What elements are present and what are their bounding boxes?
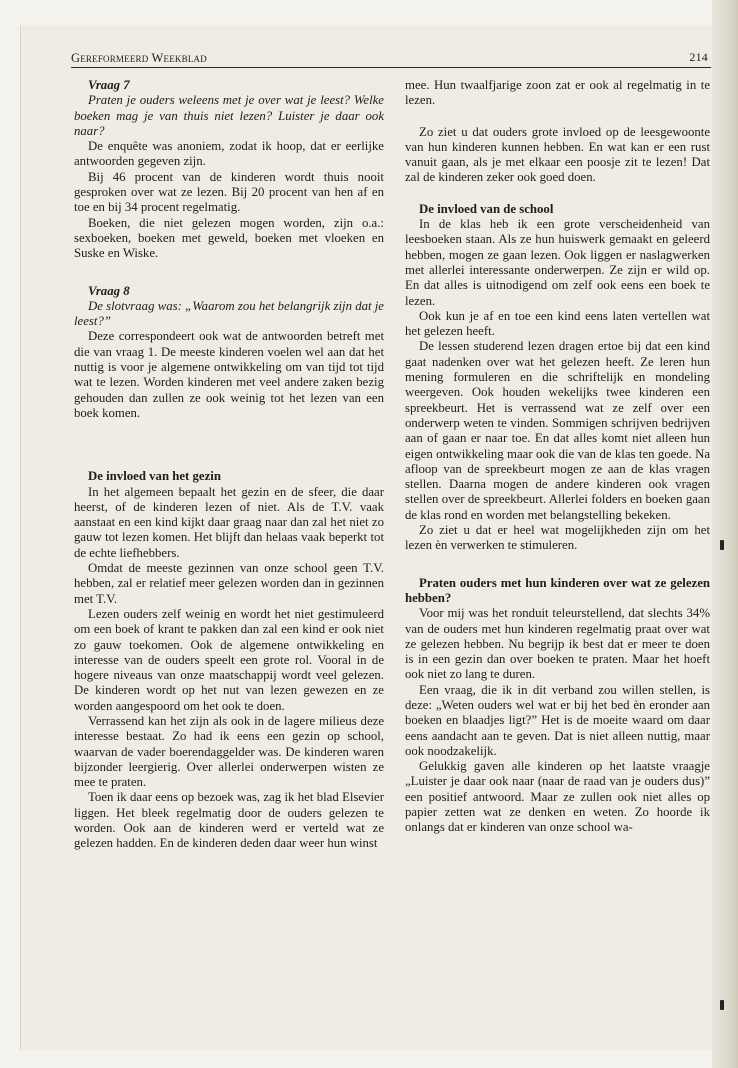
paragraph: Zo ziet u dat ouders grote invloed op de leesgewoonte van hun kinderen kunnen hebben. En wat kan er een rust vanuit gaan, als je met elkaar een poosje zit te lezen! Dat zal de kinderen zeker ook goed doen.: [405, 124, 710, 185]
paragraph: Boeken, die niet gelezen mogen worden, zijn o.a.: sexboeken, boeken met geweld, boeken met vloeken en Suske en Wiske.: [74, 215, 384, 261]
paragraph: Omdat de meeste gezinnen van onze school geen T.V. hebben, zal er relatief meer gelezen worden dan in gezinnen met T.V.: [74, 561, 384, 606]
paragraph: Toen ik daar eens op bezoek was, zag ik het blad Elsevier liggen. Het bleek regelmatig door de ouders gelezen te worden. Ook aan de kinderen werd er verteld wat ze gelezen hadden. En de kinderen deden daar weer hun winst: [74, 790, 384, 851]
question-7-text: Praten je ouders weleens met je over wat je leest? Welke boeken mag je van thuis niet lezen? Luister je daar ook naar?: [74, 93, 384, 138]
question-7-heading: Vraag 7: [88, 78, 130, 92]
paragraph: Gelukkig gaven alle kinderen op het laatste vraagje „Luister je daar ook naar (naar de raad van je ouders dus)” een positief antwoord. Maar ze zullen ook niet alles op papier zetten wat ze denken en weten. Zo hoorde ik onlangs dat er kinderen van onze school wa-: [405, 759, 710, 835]
publication-title: Gereformeerd Weekblad: [71, 51, 207, 65]
paragraph: In het algemeen bepaalt het gezin en de sfeer, die daar heerst, of de kinderen lezen of niet. Als de T.V. vaak aanstaat en een kind kijkt daar graag naar dan zal het niet zo gauw tot lezen komen. Het blijft dan helaas vaak beperkt tot de echte liefhebbers.: [74, 484, 384, 560]
paragraph: Deze correspondeert ook wat de antwoorden betreft met die van vraag 1. De meeste kinderen voelen wel aan dat het nuttig is voor je algemene ontwikkeling om van tijd tot tijd wat te lezen. Worden kinderen met veel andere zaken bezig gehouden dan zullen ze ook weinig tot het lezen van een boek komen.: [74, 329, 384, 420]
paragraph: mee. Hun twaalfjarige zoon zat er ook al regelmatig in te lezen.: [405, 78, 710, 108]
page-header: [71, 49, 711, 68]
right-column: [405, 78, 710, 836]
left-column: [74, 78, 384, 852]
page-number: 214: [689, 50, 708, 64]
paragraph: Verrassend kan het zijn als ook in de lagere milieus deze interesse bestaat. Zo had ik eens een gezin op school, waarvan de vader boerendaggelder was. De kinderen waren bijzonder leergierig. Over allerlei onderwerpen wisten ze mee te praten.: [74, 713, 384, 790]
section-heading-gezin: De invloed van het gezin: [88, 469, 221, 484]
binding-mark: [720, 540, 724, 550]
paragraph: Lezen ouders zelf weinig en wordt het niet gestimuleerd om een boek of krant te pakken dan zal een kind er ook niet zo gauw toekomen. Ook de algemene ontwikkeling en interesse van de ouders speelt een grote rol. Vooral in de hogere niveaus van onze maatschappij wordt veel gelezen. De kinderen wordt op het nut van lezen gewezen en ze worden aangespoord om het ook te doen.: [74, 606, 384, 713]
paragraph: Ook kun je af en toe een kind eens laten vertellen wat het gelezen heeft.: [405, 308, 710, 339]
section-heading-school: De invloed van de school: [419, 201, 554, 216]
paragraph: In de klas heb ik een grote verscheidenheid van leesboeken staan. Als ze hun huiswerk gemaakt en geleerd hebben, mogen ze gaan lezen. Ook liggen er naslagwerken met allerlei interessante onderwerpen. Ze zijn er wild op. En dat alles is uitnodigend om zelf ook eens een boek te lezen.: [405, 217, 710, 308]
page-edge: [712, 0, 738, 1068]
paragraph: Voor mij was het ronduit teleurstellend, dat slechts 34% van de ouders met hun kinderen regelmatig praat over wat ze gelezen hebben. Nu begrijp ik best dat er meer te doen is in een gezin dan over boeken te praten. Maar het hoeft ook niet zo lang te duren.: [405, 606, 710, 682]
question-8-heading: Vraag 8: [88, 283, 130, 298]
paragraph: Zo ziet u dat er heel wat mogelijkheden zijn om het lezen èn verwerken te stimuleren.: [405, 523, 710, 553]
binding-mark: [720, 1000, 724, 1010]
paragraph: Een vraag, die ik in dit verband zou willen stellen, is deze: „Weten ouders wel wat er bij het bed èn eronder aan boeken en blaadjes ligt?” Het is de moeite waard om daar eens aandacht aan te geven. Dat is niet alleen nuttig, maar ook noodzakelijk.: [405, 682, 710, 758]
paragraph: Bij 46 procent van de kinderen wordt thuis nooit gesproken over wat ze lezen. Bij 20 procent van hen af en toe en bij 34 procent regelmatig.: [74, 169, 384, 215]
paragraph: De enquête was anoniem, zodat ik hoop, dat er eerlijke antwoorden gegeven zijn.: [74, 139, 384, 169]
question-8-text: De slotvraag was: „Waarom zou het belangrijk zijn dat je leest?”: [74, 298, 384, 329]
section-heading-praten: Praten ouders met hun kinderen over wat ze gelezen hebben?: [405, 575, 710, 605]
paragraph: De lessen studerend lezen dragen ertoe bij dat een kind gaat nadenken over wat het gelezen heeft. Ze leren hun mening formuleren en die schriftelijk en mondeling weergeven. Ook houden wekelijks twee kinderen een spreekbeurt. Het is verrassend wat ze zelf over een onderwerp weten te vinden. Sommigen schrijven bedrijven aan of gaan er naar toe. En dat alles komt niet alleen hun eigen ontwikkeling maar ook die van de klas ten goede. Na afloop van de spreekbeurt mogen ze aan de klas vragen stellen. Daarna mogen de andere kinderen ook vragen stellen over de spreekbeurt. Allerlei folders en boeken gaan de klas rond en worden met belangstelling bekeken.: [405, 339, 710, 522]
